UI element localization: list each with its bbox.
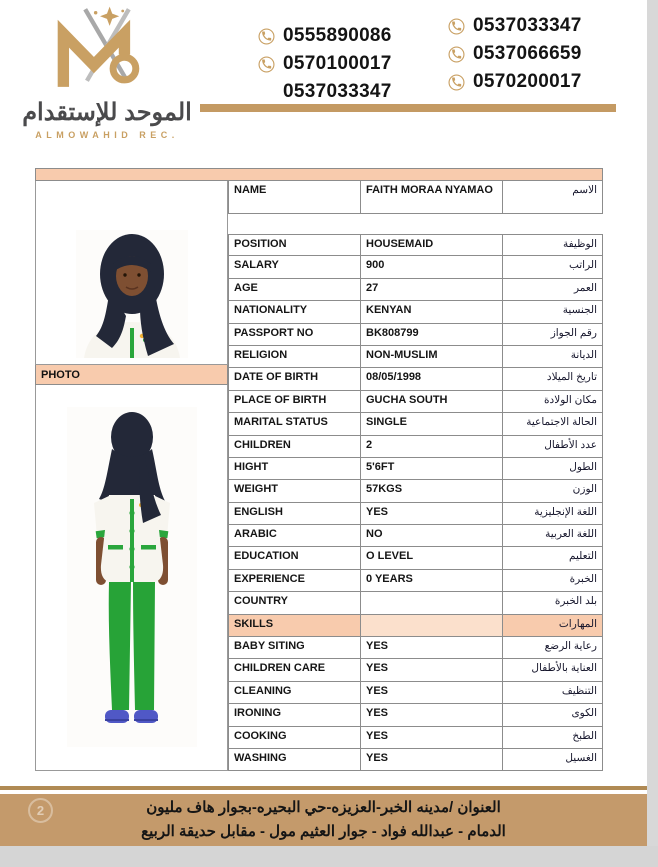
field-value: YES	[361, 637, 503, 658]
field-label: WEIGHT	[229, 480, 361, 501]
field-label-arabic: التعليم	[569, 550, 597, 563]
field-label-arabic: الحالة الاجتماعية	[526, 416, 597, 429]
field-value: YES	[361, 682, 503, 703]
field-label: EXPERIENCE	[229, 570, 361, 591]
field-label-arabic: الاسم	[572, 184, 597, 196]
table-row-name	[228, 181, 603, 214]
field-label: RELIGION	[229, 346, 361, 367]
field-label-arabic: الكوى	[571, 707, 597, 720]
field-label-arabic: الغسيل	[565, 751, 597, 764]
table-row	[228, 234, 603, 256]
table-row	[228, 301, 603, 323]
phone-number: 0570100017	[283, 53, 392, 74]
field-label: DATE OF BIRTH	[229, 368, 361, 389]
field-value: 27	[361, 279, 503, 300]
phone-icon	[448, 18, 465, 35]
agency-name-latin: ALMOWAHID REC.	[35, 130, 179, 141]
table-row	[228, 503, 603, 525]
cv-table	[35, 168, 603, 771]
table-top-band	[35, 168, 603, 181]
field-label: PASSPORT NO	[229, 324, 361, 345]
field-value	[361, 615, 503, 636]
field-label-arabic: المهارات	[558, 617, 597, 630]
phone-entry	[258, 78, 392, 106]
phone-icon	[258, 28, 275, 45]
logo-monogram-icon	[41, 4, 173, 100]
field-label-arabic: بلد الخبرة	[554, 595, 597, 608]
table-row-skills-header	[228, 615, 603, 637]
field-label-arabic: تاريخ الميلاد	[546, 371, 597, 384]
field-value: YES	[361, 704, 503, 725]
field-label-arabic: العمر	[573, 281, 597, 294]
table-row	[228, 525, 603, 547]
portrait-image	[76, 230, 188, 358]
field-label-arabic: الجنسية	[562, 304, 597, 317]
photo-column	[35, 181, 228, 771]
phone-number: 0537033347	[283, 81, 392, 102]
table-row	[228, 458, 603, 480]
field-label: ARABIC	[229, 525, 361, 546]
field-value: 5'6FT	[361, 458, 503, 479]
field-value: HOUSEMAID	[361, 235, 503, 255]
table-row	[228, 436, 603, 458]
field-value	[361, 592, 503, 613]
field-label: SKILLS	[229, 615, 361, 636]
field-label: SALARY	[229, 256, 361, 277]
table-row	[228, 324, 603, 346]
phone-number: 0570200017	[473, 71, 582, 92]
field-label-arabic: رعاية الرضع	[544, 640, 597, 653]
footer-address-line-2: الدمام - عبدالله فواد - جوار العثيم مول - مقابل حديقة الربيع	[141, 823, 506, 840]
phone-number: 0555890086	[283, 25, 392, 46]
table-row	[228, 704, 603, 726]
field-label: NATIONALITY	[229, 301, 361, 322]
field-label-arabic: مكان الولادة	[544, 393, 597, 406]
field-value: GUCHA SOUTH	[361, 391, 503, 412]
page-margin-strip	[647, 0, 658, 867]
field-label-arabic: عدد الأطفال	[544, 438, 597, 451]
table-row	[228, 480, 603, 502]
table-row	[228, 413, 603, 435]
field-label: BABY SITING	[229, 637, 361, 658]
phone-entry	[448, 12, 582, 40]
table-row	[228, 659, 603, 681]
field-label: AGE	[229, 279, 361, 300]
field-value: YES	[361, 727, 503, 748]
field-label-arabic: الطول	[569, 460, 597, 473]
field-label: HIGHT	[229, 458, 361, 479]
field-label-arabic: الخبرة	[569, 572, 597, 585]
field-label: MARITAL STATUS	[229, 413, 361, 434]
field-label-arabic: الديانة	[570, 348, 597, 361]
field-label: NAME	[229, 181, 361, 213]
field-value: 0 YEARS	[361, 570, 503, 591]
field-value: YES	[361, 749, 503, 770]
field-label-arabic: الوظيفة	[562, 238, 597, 250]
table-row	[228, 749, 603, 771]
portrait-photo	[35, 181, 228, 365]
field-label-arabic: الوزن	[572, 483, 597, 496]
table-row	[228, 256, 603, 278]
field-label: CLEANING	[229, 682, 361, 703]
table-row	[228, 727, 603, 749]
field-label: ENGLISH	[229, 503, 361, 524]
phone-number: 0537066659	[473, 43, 582, 64]
field-label-arabic: الراتب	[568, 259, 597, 272]
footer-address-line-1: العنوان /مدينه الخبر-العزيزه-حي البحيره-بجوار هاف مليون	[146, 799, 501, 816]
field-value: FAITH MORAA NYAMAO	[361, 181, 503, 213]
phone-entry	[448, 40, 582, 68]
table-row	[228, 391, 603, 413]
field-value: 57KGS	[361, 480, 503, 501]
field-value: O LEVEL	[361, 547, 503, 568]
field-value: NON-MUSLIM	[361, 346, 503, 367]
table-row	[228, 368, 603, 390]
phone-list-right	[448, 12, 582, 96]
agency-logo	[12, 4, 202, 140]
field-value: BK808799	[361, 324, 503, 345]
field-label-arabic: رقم الجواز	[550, 326, 597, 339]
page-bottom-margin	[0, 846, 658, 867]
field-label: PLACE OF BIRTH	[229, 391, 361, 412]
field-label: POSITION	[229, 235, 361, 255]
full-body-image	[67, 407, 197, 747]
footer-top-rule	[0, 786, 647, 790]
field-label: COOKING	[229, 727, 361, 748]
phone-icon	[448, 46, 465, 63]
agency-name-arabic: الموحد للإستقدام	[22, 99, 192, 126]
field-value: SINGLE	[361, 413, 503, 434]
field-label: EDUCATION	[229, 547, 361, 568]
field-value: NO	[361, 525, 503, 546]
field-label-arabic: اللغة العربية	[545, 528, 597, 541]
field-label: COUNTRY	[229, 592, 361, 613]
phone-entry	[258, 50, 392, 78]
field-value: KENYAN	[361, 301, 503, 322]
field-label: IRONING	[229, 704, 361, 725]
field-label: CHILDREN CARE	[229, 659, 361, 680]
field-label-arabic: التنظيف	[561, 684, 597, 697]
table-row	[228, 592, 603, 614]
phone-entry	[258, 22, 392, 50]
header-divider	[200, 104, 616, 112]
phone-list-left	[258, 22, 392, 106]
phone-entry	[448, 68, 582, 96]
field-value: 900	[361, 256, 503, 277]
field-value: 08/05/1998	[361, 368, 503, 389]
phone-icon	[258, 56, 275, 73]
field-value: YES	[361, 503, 503, 524]
full-body-photo	[35, 385, 228, 771]
phone-icon	[448, 74, 465, 91]
field-value: 2	[361, 436, 503, 457]
page-number-badge: 2	[28, 798, 53, 823]
field-label-arabic: الطبخ	[572, 729, 597, 742]
photo-label: PHOTO	[35, 365, 228, 385]
field-label-arabic: اللغة الإنجليزية	[534, 505, 597, 518]
field-label: WASHING	[229, 749, 361, 770]
table-row	[228, 570, 603, 592]
field-label: CHILDREN	[229, 436, 361, 457]
table-row	[228, 547, 603, 569]
field-label-arabic: العناية بالأطفال	[531, 662, 597, 675]
footer-address-band	[0, 794, 647, 846]
table-gap	[228, 214, 603, 234]
info-column	[228, 181, 603, 771]
table-row	[228, 682, 603, 704]
table-row	[228, 279, 603, 301]
field-value: YES	[361, 659, 503, 680]
table-row	[228, 637, 603, 659]
phone-number: 0537033347	[473, 15, 582, 36]
table-row	[228, 346, 603, 368]
